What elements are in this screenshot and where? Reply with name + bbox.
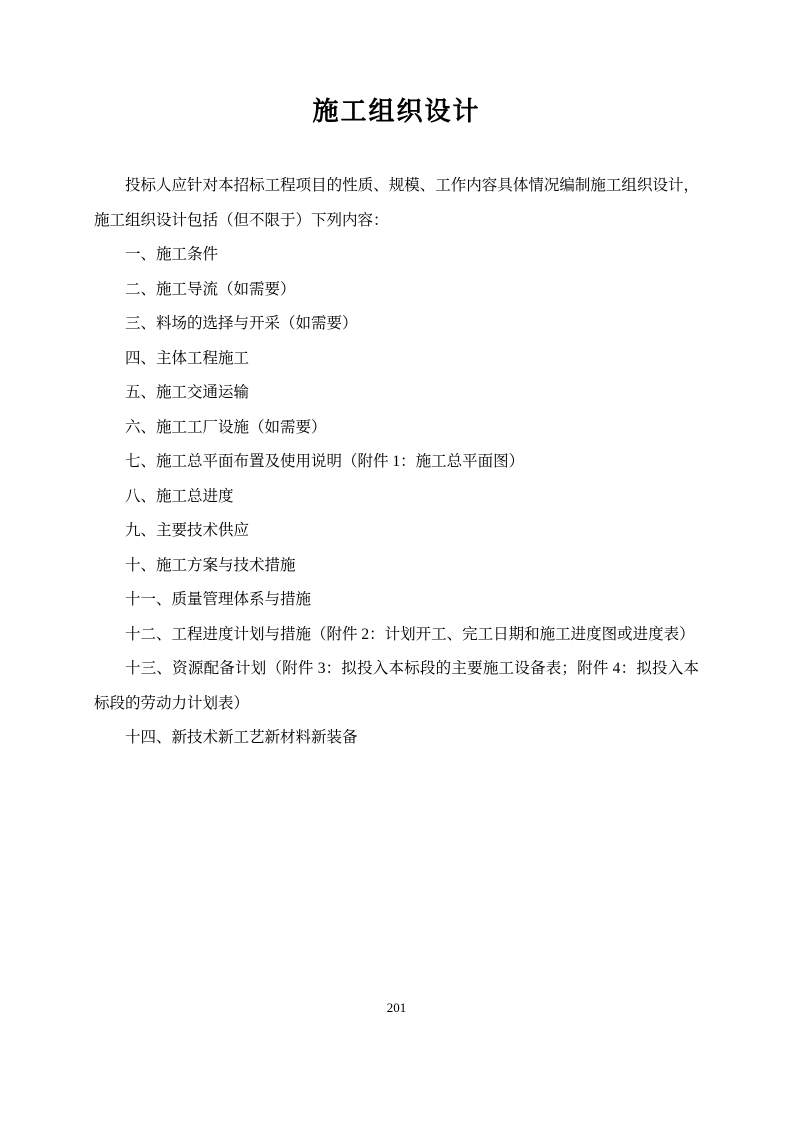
list-item: 二、施工导流（如需要） — [125, 280, 296, 298]
list-item: 十三、资源配备计划（附件 3：拟投入本标段的主要施工设备表；附件 4：拟投入本标段的劳动力计划表） — [94, 660, 699, 712]
list-item: 四、主体工程施工 — [125, 349, 250, 367]
list-item: 一、施工条件 — [125, 246, 219, 264]
document-body — [94, 169, 699, 756]
list-item: 八、施工总进度 — [125, 487, 234, 505]
content-list — [94, 238, 699, 756]
list-item: 七、施工总平面布置及使用说明（附件 1：施工总平面图） — [125, 453, 525, 471]
list-item: 三、料场的选择与开采（如需要） — [125, 315, 358, 333]
intro-paragraph: 投标人应针对本招标工程项目的性质、规模、工作内容具体情况编制施工组织设计，施工组织设计包括（但不限于）下列内容： — [94, 177, 699, 229]
list-item: 十二、工程进度计划与措施（附件 2：计划开工、完工日期和施工进度图或进度表） — [125, 625, 695, 643]
list-item: 六、施工工厂设施（如需要） — [125, 418, 327, 436]
page-number: 201 — [386, 1000, 407, 1015]
list-item: 九、主要技术供应 — [125, 522, 250, 540]
list-item: 十一、质量管理体系与措施 — [125, 591, 312, 609]
list-item: 五、施工交通运输 — [125, 384, 250, 402]
page-title: 施工组织设计 — [312, 97, 481, 126]
list-item: 十、施工方案与技术措施 — [125, 556, 296, 574]
list-item: 十四、新技术新工艺新材料新装备 — [125, 729, 358, 747]
page-content — [94, 0, 699, 756]
